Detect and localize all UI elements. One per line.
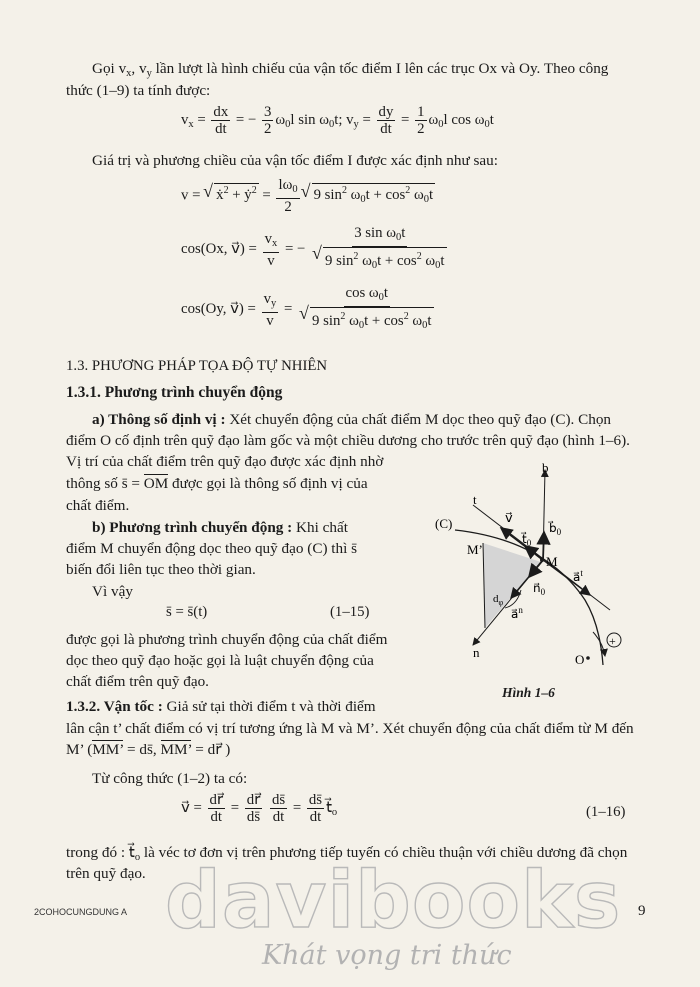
para-b-line-1: b) Phương trình chuyển động : Khi chất [92, 519, 348, 536]
equation-v-vector: v⃗ = $\frac{dr⃗}{dt}$ = $\frac{dr⃗}{ds̄}$ $\frac{ds̄}{dt}$ = $\frac{ds̄}{dt}$ $t⃗_o$ [181, 792, 338, 825]
para-a-line-1: a) Thông số định vị : Xét chuyển động của chất điểm M dọc theo quỹ đạo (C). Chọn [92, 411, 612, 428]
label-M: M [546, 554, 558, 569]
para-a-line-2: điểm O cố định trên quỹ đạo làm gốc và một chiều dương cho trước trên quỹ đạo (hình 1–6). [66, 432, 630, 449]
para-v-line-1: 1.3.2. Vận tốc : Giả sử tại thời điểm t và thời điểm [66, 698, 376, 715]
label-b0: $b⃗_0$ [549, 521, 562, 537]
subsection-heading-1-3-1: 1.3.1. Phương trình chuyển động [66, 384, 283, 401]
label-v: v⃗ [505, 510, 513, 525]
watermark-logo: davibooks [165, 856, 622, 946]
paragraph-velocity-intro: Giá trị và phương chiều của vận tốc điểm I được xác định như sau: [92, 152, 498, 169]
para-b-line-5: được gọi là phương trình chuyển động của chất điểm [66, 631, 388, 648]
label-Mprime: M’ [467, 542, 483, 557]
figure-1-6-diagram [425, 460, 665, 700]
equation-s-of-t: s̄ = s̄(t) [166, 604, 208, 620]
figure-caption: Hình 1–6 [502, 685, 555, 700]
para-v-line-3: M’ (MM’ = ds̄, MM’ = dr⃗ ) [66, 741, 231, 758]
para-b-line-3: biến đổi liên tục theo thời gian. [66, 561, 256, 578]
equation-vx-vy: $v_x$ = $\frac{dx}{dt}$ = − $\frac{3}{2}$ $\omega_0l$ $\sin \omega_0t$; $v_y$ = $\frac{dy}{dt}$ = $\frac{1}{2}$ $\omega_0l$ $\cos \omega_0t$ [181, 104, 494, 137]
section-heading-1-3: 1.3. PHƯƠNG PHÁP TỌA ĐỘ TỰ NHIÊN [66, 358, 328, 374]
para-v-line-2: lân cận t’ chất điểm có vị trí tương ứng là M và M’. Xét chuyển động của chất điểm từ M đến [66, 720, 634, 737]
watermark-slogan: Khát vọng tri thức [262, 940, 512, 971]
equation-label-1-16: (1–16) [586, 804, 626, 820]
paragraph-intro-line-1: Gọi $v_x$, $v_y$ lần lượt là hình chiếu của vận tốc điểm I lên các trục Ox và Oy. Theo công [92, 60, 609, 79]
point-O [586, 656, 590, 660]
footer-book-code: 2COHOCUNGDUNG A [34, 907, 128, 917]
label-C: (C) [435, 516, 453, 531]
equation-label-1-15: (1–15) [330, 604, 370, 620]
para-v-line-6: trên quỹ đạo. [66, 865, 146, 882]
equation-v-magnitude: v = √ ẋ$^2$ + ẏ$^2$ = $\frac{l\omega_0}{2}$ √ 9 $\sin^2 \omega_0t + \cos^2 \omega_0t$ [181, 177, 435, 215]
para-a-line-4: thông số s̄ = OM được gọi là thông số định vị của [66, 475, 368, 492]
equation-cos-ox: cos(Ox, v⃗) = $\frac{v_x}{v}$ = − 3 $\sin \omega_0t$ √ 9 $\sin^2 \omega_0t + \cos^2 \omega_0t$ [181, 225, 451, 274]
label-n: n [473, 645, 480, 660]
para-a-line-3: Vị trí của chất điểm trên quỹ đạo được xác định nhờ [66, 453, 384, 470]
label-t: t [473, 492, 477, 507]
label-n0: $n⃗_0$ [533, 581, 546, 597]
label-O: O [575, 652, 585, 667]
para-b-line-7: chất điểm trên quỹ đạo. [66, 673, 209, 690]
unit-binormal-b0 [543, 532, 544, 560]
label-at: a⃗$^t$ [573, 568, 583, 584]
para-v-line-5: trong đó : $t⃗_o$ là véc tơ đơn vị trên phương tiếp tuyến có chiều thuận với chiều dương đã chọn [66, 844, 628, 863]
para-b-line-4: Vì vậy [92, 583, 133, 600]
label-t0: $t⃗_0$ [522, 532, 532, 548]
label-plus: + [609, 634, 616, 648]
label-an: a⃗$^n$ [511, 605, 523, 621]
page-number: 9 [638, 903, 646, 919]
para-v-line-4: Từ công thức (1–2) ta có: [92, 770, 248, 787]
para-b-line-2: điểm M chuyển động dọc theo quỹ đạo (C) thì s̄ [66, 540, 358, 557]
point-M [540, 558, 544, 562]
label-b: b [542, 460, 549, 475]
equation-cos-oy: cos(Oy, v⃗) = $\frac{v_y}{v}$ = $\cos \omega_0t$ √ 9 $\sin^2 \omega_0t + \cos^2 \omega_0t$ [181, 285, 438, 334]
para-b-line-6: dọc theo quỹ đạo hoặc gọi là luật chuyển động của [66, 652, 374, 669]
paragraph-intro-line-2: thức (1–9) ta tính được: [66, 82, 211, 99]
label-dphi: $d_\varphi$ [493, 593, 504, 607]
para-a-line-5: chất điểm. [66, 497, 130, 514]
